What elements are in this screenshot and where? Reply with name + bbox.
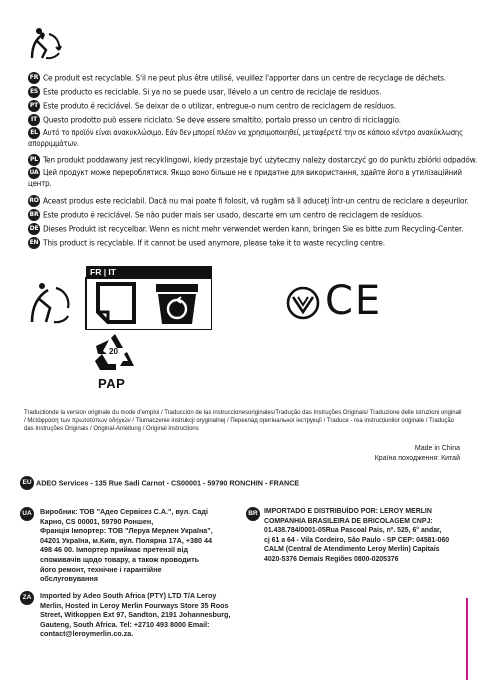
lang-badge: ES <box>28 86 40 98</box>
pap-recycle-icon <box>92 330 138 376</box>
paper-icon <box>98 284 134 322</box>
translation-note: Traductionde la version originale du mode d'emploi / Traducción de las instruccionesoriginales/Tradução das Instruções Originais/ Traduzione delle istruzioni originali / Μετάφραση των πρωτοτύπων οδηγιών / Tłumaczenie instrukcji oryginalnej / Переклад оригінальної інструкції / Traduce - rea instrucțiunilor originale / Tradução das Instruções Originais / Original-Anleitung / Original instructions <box>24 410 462 432</box>
lang-badge: PT <box>28 100 40 112</box>
lang-badge: EN <box>28 237 40 249</box>
ua-badge: UA <box>20 507 34 521</box>
made-in-ua-label: Країна походження: Китай <box>374 455 460 462</box>
recycle-line-fr: FR Ce produit est recyclable. S'il ne peut plus être utilisé, veuillez l'apporter dans un centre de recyclage de déchets. <box>29 72 446 83</box>
triman-block <box>26 266 212 330</box>
pap-label: PAP <box>98 376 126 391</box>
recycle-line-de: DE Dieses Produkt ist recycelbar. Wenn es nicht mehr verwendet werden kann, bringen Sie es bitte zum Recycling-Center. <box>29 223 464 234</box>
ukrsepro-mark <box>286 286 320 320</box>
pap-number: 20 <box>109 347 118 356</box>
made-in-label: Made in China <box>414 445 460 452</box>
eu-address: EU ADEO Services - 135 Rue Sadi Carnot - CS00001 - 59790 RONCHIN - FRANCE <box>20 476 299 490</box>
lang-badge: BR <box>28 209 40 221</box>
recycle-line-el: EL Αυτό το προϊόν είναι ανακυκλώσιμο. Εάν δεν μπορεί πλέον να χρησιμοποιηθεί, μεταφέρετέ την σε κάποιο κέντρο ανακύκλωσης απορριμμάτων. <box>28 128 463 148</box>
ce-mark: CE <box>325 278 383 324</box>
lang-badge: IT <box>28 114 40 126</box>
za-badge: ZA <box>20 591 34 605</box>
recycle-line-ro: RO Aceast produs este reciclabil. Dacă nu mai poate fi folosit, vă rugăm să îl aduceți într-un centru de reciclare a deșeurilor. <box>29 195 469 206</box>
recycle-line-pt: PT Este produto é reciclável. Se deixar de o utilizar, entregue-o num centro de reciclagem de resíduos. <box>29 100 397 111</box>
recycle-line-ua: UA Цей продукт може перероблятися. Якщо воно більше не є придатне для використання, здайте його в утилізаційний центр. <box>28 168 462 188</box>
triman-icon-top <box>24 24 64 64</box>
recycle-line-br: BR Este produto é reciclável. Se não puder mais ser usado, descarte em um centro de reciclagem de resíduos. <box>29 209 424 220</box>
lang-badge: UA <box>28 167 40 179</box>
lang-badge: RO <box>28 195 40 207</box>
lang-badge: PL <box>28 154 40 166</box>
recycle-line-it: IT Questo prodotto può essere riciclato. Se deve essere smaltito, portalo presso un centro di riciclaggio. <box>28 114 468 126</box>
accent-bar <box>466 598 468 680</box>
triman-icon <box>32 283 68 322</box>
lang-badge: DE <box>28 223 40 235</box>
lang-badge: EL <box>28 127 40 139</box>
recycle-line-en: EN This product is recyclable. If it cannot be used anymore, please take it to waste recycling centre. <box>29 237 385 248</box>
eu-badge: EU <box>20 476 34 490</box>
lang-badge: FR <box>28 72 40 84</box>
recycling-bin-icon <box>156 284 198 324</box>
triman-country-label: FR | IT <box>90 267 116 277</box>
recycle-line-es: ES Este producto es reciclable. Si ya no se puede usar, llévelo a un centro de reciclaje de residuos. <box>29 86 382 97</box>
br-badge: BR <box>246 507 260 521</box>
recycle-line-pl: PL Ten produkt poddawany jest recyklingowi, kiedy przestaje być użyteczny należy dostarczyć go do punktu zbiórki odpadów. <box>28 154 468 166</box>
